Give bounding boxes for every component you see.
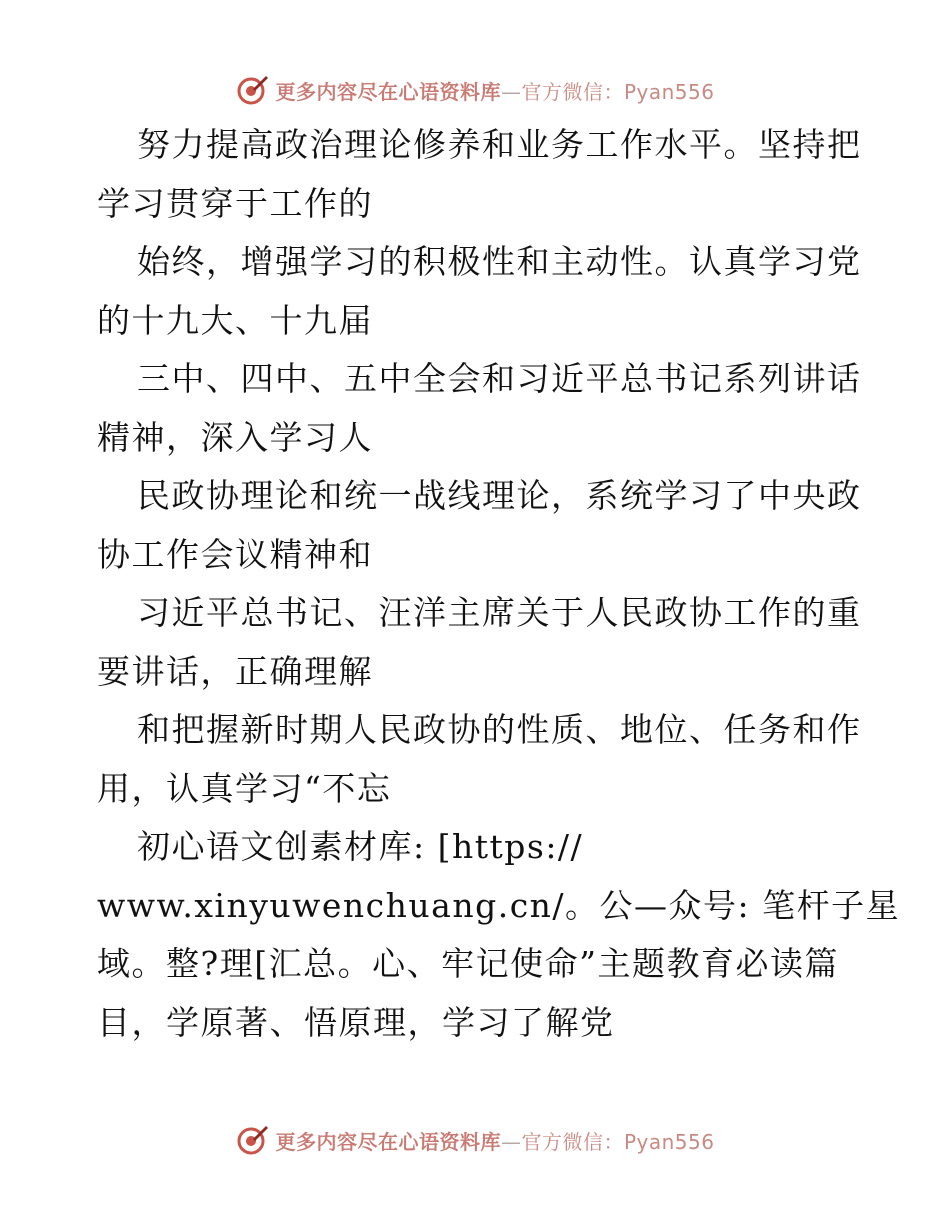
body-text — [97, 116, 901, 1052]
text-line: 习近平总书记、汪洋主席关于人民政协工作的重 — [137, 593, 862, 632]
text-line: 努力提高政治理论修养和业务工作水平。坚持把 — [137, 125, 862, 164]
text-line: 目，学原著、悟原理，学习了解党 — [97, 1002, 615, 1042]
text-line: 三中、四中、五中全会和习近平总书记系列讲话 — [137, 359, 862, 398]
watermark-brand: 更多内容尽在心语资料库 — [275, 1129, 501, 1154]
text-line: 协工作会议精神和 — [97, 534, 373, 574]
watermark-separator: — — [500, 1129, 522, 1154]
header-watermark — [0, 70, 950, 110]
text-line: 用，认真学习“不忘 — [97, 768, 392, 808]
footer-watermark — [0, 1120, 950, 1160]
text-line: 域。整?理[汇总。心、牢记使命”主题教育必读篇 — [97, 944, 839, 983]
watermark-brand: 更多内容尽在心语资料库 — [275, 79, 501, 104]
text-line: www.xinyuwenchuang.cn/。公—众号: 笔杆子星 — [97, 885, 901, 925]
watermark-separator: — — [500, 79, 522, 104]
text-line: 和把握新时期人民政协的性质、地位、任务和作 — [137, 710, 862, 749]
watermark-account: 官方微信：Pyan556 — [521, 1129, 715, 1154]
watermark-text — [275, 1126, 714, 1155]
watermark-text — [275, 76, 714, 105]
text-line: 初心语文创素材库: [https:// — [137, 827, 584, 866]
text-line: 要讲话，正确理解 — [97, 651, 373, 691]
pen-logo-icon — [235, 1123, 269, 1157]
text-line: 学习贯穿于工作的 — [97, 183, 373, 223]
text-line: 的十九大、十九届 — [97, 300, 373, 340]
text-line: 精神，深入学习人 — [97, 417, 373, 457]
pen-logo-icon — [235, 73, 269, 107]
text-line: 民政协理论和统一战线理论，系统学习了中央政 — [137, 476, 862, 515]
text-line: 始终，增强学习的积极性和主动性。认真学习党 — [137, 242, 862, 281]
watermark-account: 官方微信：Pyan556 — [521, 79, 715, 104]
